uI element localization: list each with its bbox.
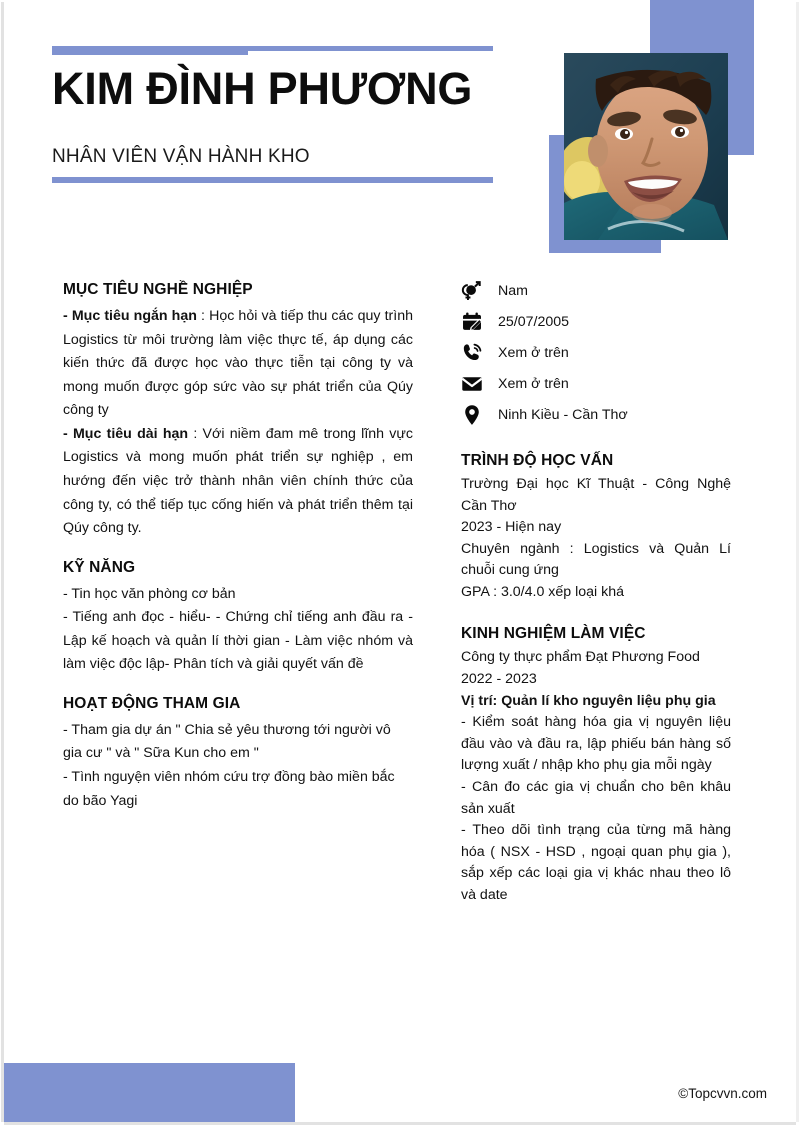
header-rule-bottom	[52, 177, 493, 183]
contact-value-birthdate: 25/07/2005	[498, 313, 570, 330]
contact-row-gender	[461, 275, 731, 306]
objective-short-term-text: : Học hỏi và tiếp thu các quy trình Logistics từ môi trường làm việc thực tế, áp dụng các kiến thức đã được học vào thực tiễn tại công ty và mong muốn được góp sức vào sự phát triển của Qúy công ty	[63, 308, 413, 419]
activity-item: - Tham gia dự án " Chia sẻ yêu thương tới người vô gia cư " và " Sữa Kun cho em "	[63, 721, 391, 762]
education-major: Chuyên ngành : Logistics và Quản Lí chuỗi cung ứng	[461, 540, 731, 579]
gender-icon	[461, 280, 491, 302]
section-heading-objective: MỤC TIÊU NGHỀ NGHIỆP	[63, 281, 253, 298]
section-education	[461, 452, 731, 603]
experience-company: Công ty thực phẩm Đạt Phương Food	[461, 649, 700, 666]
objective-long-term-text: : Với niềm đam mê trong lĩnh vực Logistics và mong muốn phát triển sự nghiệp , em hướng đến việc trở thành nhân viên chính thức của công ty, có thể tiếp tục cống hiến và phát triển thêm tại Qúy công ty.	[63, 425, 413, 537]
right-column	[461, 275, 731, 906]
section-skills	[63, 559, 413, 677]
objective-short-term-label: - Mục tiêu ngắn hạn	[63, 308, 197, 324]
experience-position	[461, 691, 731, 713]
contact-value-phone: Xem ở trên	[498, 344, 569, 361]
contact-row-address	[461, 399, 731, 430]
objective-short-term	[63, 305, 413, 423]
activity-item: - Tình nguyện viên nhóm cứu trợ đồng bào miền bắc do bão Yagi	[63, 769, 395, 809]
section-heading-experience: KINH NGHIỆM LÀM VIỆC	[461, 625, 646, 643]
objective-long-term	[63, 423, 413, 541]
section-heading-skills: KỸ NĂNG	[63, 558, 136, 576]
envelope-icon	[461, 373, 491, 395]
skill-item: - Tiếng anh đọc - hiểu- - Chứng chỉ tiếng anh đầu ra - Lập kế hoạch và quản lí thời gian - Làm việc nhóm và làm việc độc lập- Phân tích và giải quyết vấn đề	[63, 609, 413, 673]
footer-watermark: ©Topcvvn.com	[678, 1086, 767, 1101]
page-title: KIM ĐÌNH PHƯƠNG	[52, 63, 473, 114]
contact-value-email: Xem ở trên	[498, 375, 569, 392]
section-heading-education: TRÌNH ĐỘ HỌC VẤN	[461, 452, 614, 469]
contact-value-address: Ninh Kiều - Cần Thơ	[498, 406, 628, 423]
header-rule-thick	[52, 46, 248, 55]
education-period: 2023 - Hiện nay	[461, 519, 562, 536]
job-title: NHÂN VIÊN VẬN HÀNH KHO	[52, 146, 310, 167]
experience-duty: - Theo dõi tình trạng của từng mã hàng hóa ( NSX - HSD , ngoại quan phụ gia ), sắp xếp các loại gia vị khác nhau theo lô và date	[461, 822, 731, 903]
education-gpa: GPA : 3.0/4.0 xếp loại khá	[461, 583, 624, 600]
section-activities	[63, 695, 413, 813]
profile-photo	[564, 53, 728, 240]
contact-row-phone[interactable]	[461, 337, 731, 368]
experience-period: 2022 - 2023	[461, 671, 537, 688]
contact-value-gender: Nam	[498, 282, 528, 299]
skill-item: - Tin học văn phòng cơ bản	[63, 585, 236, 602]
left-column	[63, 281, 413, 813]
experience-duty: - Cân đo các gia vị chuẩn cho bên khâu sản xuất	[461, 778, 731, 817]
experience-position-text: Vị trí: Quản lí kho nguyên liệu phụ gia	[461, 692, 716, 709]
education-school: Trường Đại học Kĩ Thuật - Công Nghệ Cần Thơ	[461, 476, 731, 514]
section-career-objective	[63, 281, 413, 541]
calendar-icon	[461, 311, 491, 333]
contact-row-email[interactable]	[461, 368, 731, 399]
section-heading-activities: HOẠT ĐỘNG THAM GIA	[63, 694, 241, 712]
section-experience	[461, 625, 731, 906]
objective-long-term-label: - Mục tiêu dài hạn	[63, 425, 189, 442]
location-icon	[461, 404, 491, 426]
contact-row-birthdate	[461, 306, 731, 337]
phone-icon	[461, 342, 491, 364]
experience-duty: - Kiểm soát hàng hóa gia vị nguyên liệu đầu vào và đầu ra, lập phiếu bán hàng số lượng xuất / nhập kho phụ gia mỗi ngày	[461, 714, 731, 774]
footer-decorative-block	[4, 1063, 295, 1122]
contact-list	[461, 275, 731, 430]
